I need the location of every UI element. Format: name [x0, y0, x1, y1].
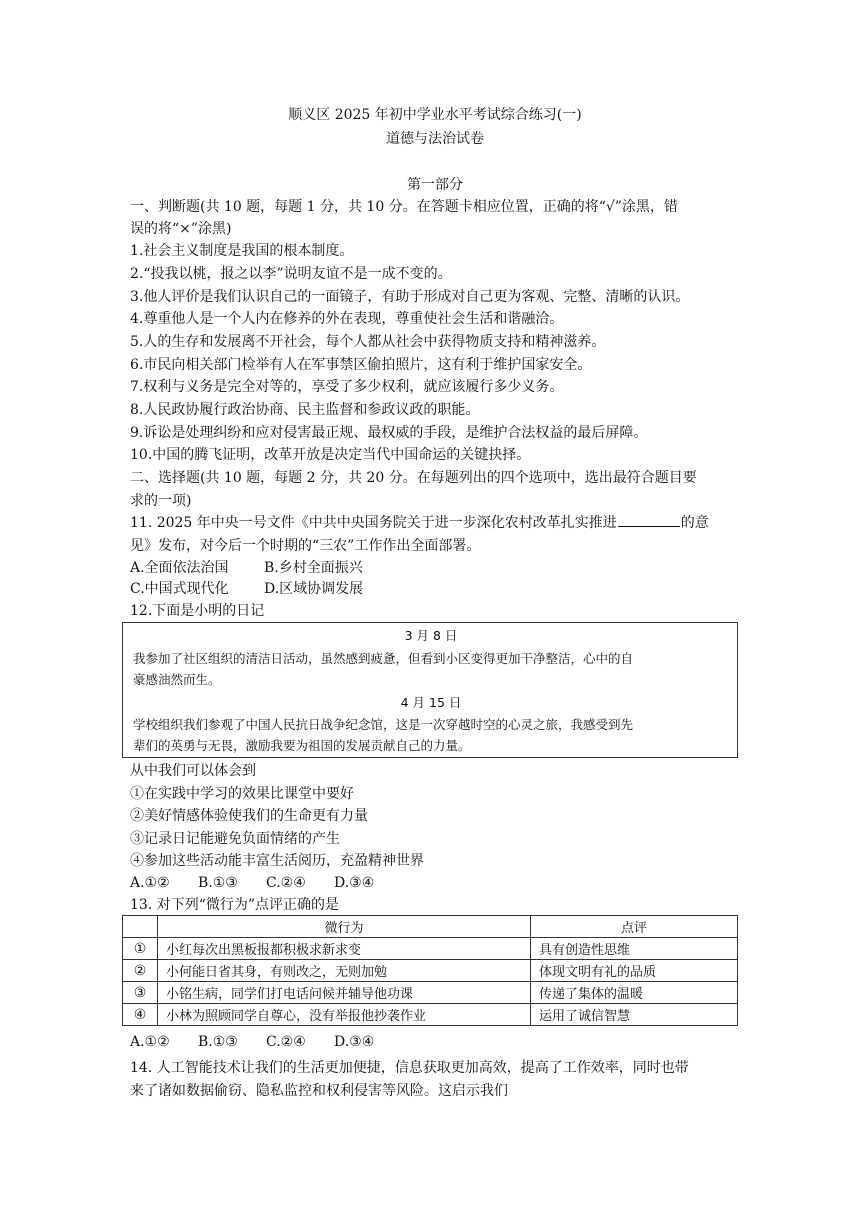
q12-options [130, 872, 740, 894]
judgment-item: 1.社会主义制度是我国的根本制度。 [130, 243, 354, 259]
q14-stem-cont: 来了诸如数据偷窃、隐私监控和权利侵害等风险。这启示我们 [130, 1083, 508, 1099]
row-number: ② [123, 960, 158, 982]
row-number: ③ [123, 982, 158, 1004]
part-heading: 第一部分 [407, 177, 463, 193]
table-row [123, 982, 738, 1004]
diary-entry: 我参加了社区组织的清洁日活动，虽然感到疲惫，但看到小区变得更加干净整洁，心中的自 [133, 651, 634, 666]
diary-box [122, 622, 738, 758]
q11-stem-part1: 11. 2025 年中央一号文件《中共中央国务院关于进一步深化农村改革扎实推进 [130, 515, 617, 531]
option: A.①② [130, 875, 170, 891]
judgment-item: 8.人民政协履行政治协商、民主监督和参政议政的职能。 [130, 402, 480, 418]
behavior-cell: 小何能日省其身，有则改之，无则加勉 [158, 960, 531, 982]
q12-stem: 12.下面是小明的日记 [130, 603, 265, 619]
table-row [123, 1004, 738, 1026]
answer-blank [618, 512, 680, 527]
judgment-item: 10.中国的腾飞证明，改革开放是决定当代中国命运的关键抉择。 [130, 447, 531, 463]
q12-statement: ②美好情感体验使我们的生命更有力量 [130, 808, 368, 824]
q11-option-a: A.全面依法治国 [130, 560, 229, 576]
option: D.③④ [334, 875, 375, 891]
diary-entry: 豪感油然而生。 [133, 672, 221, 687]
option: A.①② [130, 1034, 170, 1050]
q11-option-d: D.区域协调发展 [264, 581, 364, 597]
section1-intro-cont: 误的将“×”涂黑) [130, 221, 232, 237]
q11-option-c: C.中国式现代化 [130, 581, 229, 597]
section2-intro: 二、选择题(共 10 题，每题 2 分，共 20 分。在每题列出的四个选项中，选出最符合题目要 [130, 470, 697, 486]
table-header-row [123, 916, 738, 938]
table-header: 点评 [531, 916, 738, 938]
comment-cell: 传递了集体的温暖 [531, 982, 738, 1004]
option: C.②④ [266, 875, 306, 891]
behavior-cell: 小林为照顾同学自尊心，没有举报他抄袭作业 [158, 1004, 531, 1026]
q11-stem [130, 512, 740, 534]
exam-subtitle: 道德与法治试卷 [386, 131, 484, 147]
row-number: ① [123, 938, 158, 960]
comment-cell: 体现文明有礼的品质 [531, 960, 738, 982]
table-header: 微行为 [158, 916, 531, 938]
option: C.②④ [266, 1034, 306, 1050]
behavior-cell: 小铭生病，同学们打电话问候并辅导他功课 [158, 982, 531, 1004]
q14-stem: 14. 人工智能技术让我们的生活更加便捷，信息获取更加高效，提高了工作效率，同时也带 [130, 1060, 689, 1076]
judgment-item: 7.权利与义务是完全对等的，享受了多少权利，就应该履行多少义务。 [130, 379, 564, 395]
comment-cell: 具有创造性思维 [531, 938, 738, 960]
q11-option-b: B.乡村全面振兴 [264, 560, 363, 576]
section2-intro-cont: 求的一项) [130, 493, 192, 509]
option: B.①③ [198, 875, 238, 891]
option: D.③④ [334, 1034, 375, 1050]
exam-title: 顺义区 2025 年初中学业水平考试综合练习(一) [288, 107, 582, 123]
q13-options [130, 1031, 740, 1053]
table-row [123, 938, 738, 960]
judgment-item: 2.“投我以桃，报之以李”说明友谊不是一成不变的。 [130, 266, 452, 282]
behavior-cell: 小红每次出黑板报都积极求新求变 [158, 938, 531, 960]
judgment-item: 4.尊重他人是一个人内在修养的外在表现，尊重使社会生活和谐融洽。 [130, 311, 564, 327]
q11-stem-cont: 见》发布，对今后一个时期的“三农”工作作出全面部署。 [130, 538, 481, 554]
diary-entry: 辈们的英勇与无畏，激励我要为祖国的发展贡献自己的力量。 [133, 738, 471, 753]
q11-options-row1 [130, 557, 740, 579]
q11-stem-part2: 的意 [680, 515, 709, 531]
table-row [123, 960, 738, 982]
judgment-item: 6.市民向相关部门检举有人在军事禁区偷拍照片，这有利于维护国家安全。 [130, 357, 592, 373]
micro-behavior-table [122, 915, 738, 1026]
diary-date: 3 月 8 日 [404, 628, 458, 643]
row-number: ④ [123, 1004, 158, 1026]
table-header-blank [123, 916, 158, 938]
q13-stem: 13. 对下列“微行为”点评正确的是 [130, 897, 340, 913]
judgment-item: 9.诉讼是处理纠纷和应对侵害最正规、最权威的手段，是维护合法权益的最后屏障。 [130, 425, 648, 441]
diary-date: 4 月 15 日 [400, 695, 462, 710]
option: B.①③ [198, 1034, 238, 1050]
q12-statement: ④参加这些活动能丰富生活阅历，充盈精神世界 [130, 853, 424, 869]
section1-intro: 一、判断题(共 10 题，每题 1 分，共 10 分。在答题卡相应位置，正确的将“√”涂黑，错 [130, 199, 678, 215]
q11-options-row2 [130, 578, 740, 600]
diary-entry: 学校组织我们参观了中国人民抗日战争纪念馆，这是一次穿越时空的心灵之旅，我感受到先 [133, 717, 634, 732]
q12-statement: ③记录日记能避免负面情绪的产生 [130, 831, 340, 847]
q12-prompt: 从中我们可以体会到 [130, 763, 256, 779]
comment-cell: 运用了诚信智慧 [531, 1004, 738, 1026]
judgment-item: 5.人的生存和发展离不开社会，每个人都从社会中获得物质支持和精神滋养。 [130, 334, 606, 350]
q12-statement: ①在实践中学习的效果比课堂中要好 [130, 786, 354, 802]
judgment-item: 3.他人评价是我们认识自己的一面镜子，有助于形成对自己更为客观、完整、清晰的认识。 [130, 289, 690, 305]
